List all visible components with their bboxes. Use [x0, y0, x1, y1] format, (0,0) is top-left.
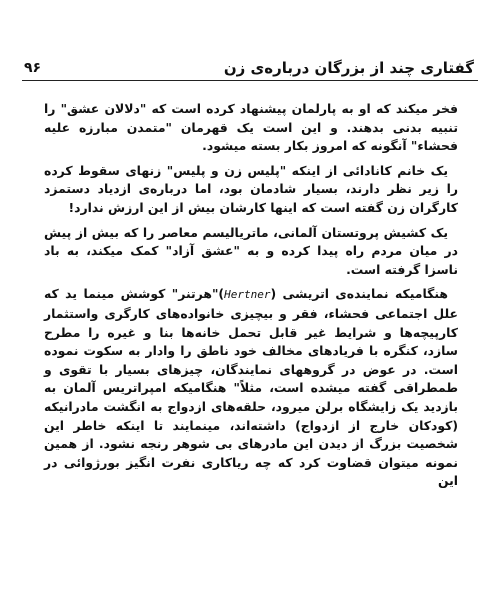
running-title: گفتاری چند از بزرگان درباره‌ی زن: [223, 59, 474, 77]
paragraph-2: یک خانم کانادائی از اینکه "پلیس زن و پلیس" زنهای سقوط کرده را زیر نظر دارند، بسیار شادمان بود، اما درباره‌ی ازدیاد دستمزد کارگران زن گفته است که اینها کارشان بیش از این ارزش ندارد!: [44, 162, 458, 215]
body-text: [44, 100, 458, 497]
paragraph-4-body: )"هرتنر" کوشش مینما ید که علل اجتماعی فحشاء، فقر و بیچیزی خانواده‌های کارگری واستثمار کارپیچه‌ها و شرایط غیر قابل تحمل خانه‌ها بنا و غیره را مطرح سازد، کنگره با فریادهای مخالف خود ناطق را وادار به سکوت نموده است. در عوض در گروههای نمایندگان، چیزهای بسیار با تقوی و طمطراقی گفته میشده است، مثلاً" هنگامیکه امپراتریس آلمان به بازدید یک زایشگاه برلن میرود، حلقه‌های ازدواج به انگشت مادرانیکه (کودکان خارج از ازدواج) داشته‌اند، مینمایند تا اینکه خاطر این شخصیت بزرگ از دیدن این مادرهای بی شوهر رنجه نشود. از همین نمونه میتوان قضاوت کرد که چه ریاکاری نفرت انگیز بورژوائی در این: [44, 286, 458, 489]
page-number: ۹۶: [24, 60, 42, 76]
page-header: [22, 58, 478, 81]
paragraph-4: [44, 285, 458, 491]
latin-name: Hertner: [224, 288, 271, 302]
paragraph-4-opening: هنگامیکه نماینده‌ی اتریشی (: [270, 286, 448, 302]
paragraph-1: فخر میکند که او به پارلمان پیشنهاد کرده است که "دلالان عشق" را تنبیه بدنی بدهند. و این است یک قهرمان "متمدن مبارزه علیه فحشاء" آنگونه که امروز بکار بسته میشود.: [44, 101, 458, 154]
paragraph-3: یک کشیش پروتستان آلمانی، ماتریالیسم معاصر را که بیش از پیش در میان مردم راه پیدا کرده و به "عشق آزاد" کمک میکند، به باد ناسزا گرفته است.: [44, 224, 458, 277]
